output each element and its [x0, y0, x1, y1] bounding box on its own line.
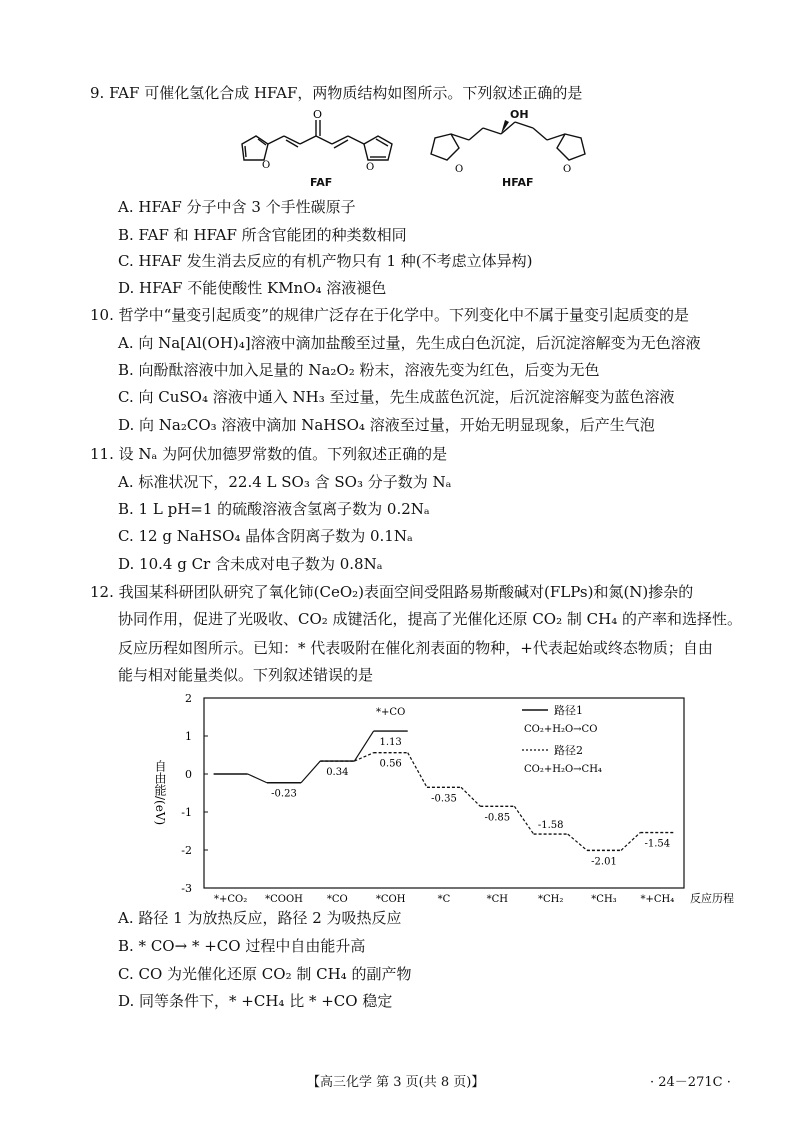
legend: [522, 704, 602, 775]
data-value-label: -1.58: [537, 820, 564, 832]
page-footer: 【高三化学 第 3 页(共 8 页)】: [307, 1075, 485, 1090]
q10-option-a: A. 向 Na[Al(OH)₄]溶液中滴加盐酸至过量，先生成白色沉淀，后沉淀溶解变为无色溶液: [118, 334, 701, 352]
svg-text:O: O: [366, 162, 375, 173]
faf-label: FAF: [310, 176, 333, 189]
y-tick-label: 2: [185, 692, 192, 705]
energy-connector: [568, 834, 587, 850]
q10-option-b: B. 向酚酞溶液中加入足量的 Na₂O₂ 粉末，溶液先变为红色，后变为无色: [118, 361, 600, 379]
legend-series-1-name: 路径1: [554, 704, 583, 717]
legend-series-2-name: 路径2: [554, 744, 583, 757]
y-tick-label: 1: [185, 730, 192, 743]
data-value-label: -0.85: [484, 812, 511, 824]
x-tick-label: *CH₂: [537, 894, 564, 905]
x-tick-label: *C: [437, 894, 451, 905]
q12-stem-line-3: 反应历程如图所示。已知：* 代表吸附在催化剂表面的物种，+代表起始或终态物质；自由: [118, 639, 713, 657]
svg-text:O: O: [563, 164, 572, 175]
hfaf-oh-label: OH: [510, 108, 529, 121]
q10-option-d: D. 向 Na₂CO₃ 溶液中滴加 NaHSO₄ 溶液至过量，开始无明显现象，后产生气泡: [118, 416, 655, 434]
energy-connector: [408, 753, 427, 788]
product-co-label: *+CO: [376, 707, 406, 719]
q9-stem: 9. FAF 可催化氢化合成 HFAF，两物质结构如图所示。下列叙述正确的是: [90, 84, 583, 102]
free-energy-chart: [150, 688, 734, 908]
hfaf-label: HFAF: [502, 176, 534, 189]
energy-connector: [301, 761, 320, 783]
energy-connector: [621, 833, 640, 851]
q11-option-b: B. 1 L pH=1 的硫酸溶液含氢离子数为 0.2Nₐ: [118, 500, 430, 518]
data-value-label: 0.56: [379, 758, 402, 770]
legend-series-2-reaction: CO₂+H₂O→CH₄: [524, 764, 602, 775]
y-tick-label: -1: [181, 806, 192, 819]
faf-structure: [232, 108, 412, 178]
x-tick-label: *+CH₄: [640, 894, 675, 905]
x-tick-label: *CH₃: [591, 894, 617, 905]
y-tick-label: -2: [181, 844, 192, 857]
data-value-label: 0.34: [326, 767, 349, 779]
y-tick-label: 0: [185, 768, 192, 781]
q11-option-d: D. 10.4 g Cr 含未成对电子数为 0.8Nₐ: [118, 555, 383, 573]
x-tick-label: *COH: [375, 894, 406, 905]
data-value-label: -2.01: [591, 856, 617, 868]
q10-option-c: C. 向 CuSO₄ 溶液中通入 NH₃ 至过量，先生成蓝色沉淀，后沉淀溶解变为蓝色溶液: [118, 388, 675, 406]
energy-connector: [514, 806, 533, 834]
x-tick-label: *COOH: [265, 894, 303, 905]
svg-text:O: O: [313, 108, 323, 121]
q9-option-a: A. HFAF 分子中含 3 个手性碳原子: [118, 198, 356, 216]
data-value-label: -1.54: [644, 838, 671, 850]
data-value-label: -0.35: [431, 793, 457, 805]
q9-option-c: C. HFAF 发生消去反应的有机产物只有 1 种(不考虑立体异构): [118, 252, 533, 270]
q10-stem: 10. 哲学中“量变引起质变”的规律广泛存在于化学中。下列变化中不属于量变引起质变的是: [90, 306, 689, 324]
q11-stem: 11. 设 Nₐ 为阿伏加德罗常数的值。下列叙述正确的是: [90, 445, 448, 463]
energy-connector: [461, 787, 480, 806]
q12-stem-line-2: 协同作用，促进了光吸收、CO₂ 成键活化，提高了光催化还原 CO₂ 制 CH₄ 的产率和选择性。: [118, 610, 742, 628]
paper-code: · 24－271C ·: [650, 1075, 731, 1090]
q12-option-a: A. 路径 1 为放热反应，路径 2 为吸热反应: [118, 909, 402, 927]
q11-option-c: C. 12 g NaHSO₄ 晶体含阴离子数为 0.1Nₐ: [118, 527, 413, 545]
x-axis-label: 反应历程: [690, 892, 734, 905]
energy-connector: [248, 774, 267, 783]
x-tick-label: *+CO₂: [214, 894, 248, 905]
svg-text:O: O: [455, 164, 464, 175]
x-tick-label: *CO: [326, 894, 348, 905]
y-tick-label: -3: [181, 882, 192, 895]
q9-option-d: D. HFAF 不能使酸性 KMnO₄ 溶液褪色: [118, 279, 387, 297]
q12-option-d: D. 同等条件下，* +CH₄ 比 * +CO 稳定: [118, 992, 393, 1010]
x-tick-label: *CH: [486, 894, 509, 905]
q11-option-a: A. 标准状况下，22.4 L SO₃ 含 SO₃ 分子数为 Nₐ: [118, 473, 452, 491]
data-value-label: 1.13: [379, 737, 402, 749]
y-axis-label: 自由能/(eV): [153, 760, 167, 826]
svg-text:O: O: [262, 160, 271, 171]
q12-option-c: C. CO 为光催化还原 CO₂ 制 CH₄ 的副产物: [118, 965, 412, 983]
q12-option-b: B. * CO→ * +CO 过程中自由能升高: [118, 937, 366, 955]
legend-series-1-reaction: CO₂+H₂O→CO: [524, 724, 598, 735]
data-value-label: -0.23: [271, 788, 297, 800]
q12-stem-line-1: 12. 我国某科研团队研究了氧化铈(CeO₂)表面空间受阻路易斯酸碱对(FLPs)和氮(N)掺杂的: [90, 583, 694, 601]
q12-stem-line-4: 能与相对能量类似。下列叙述错误的是: [118, 666, 374, 684]
q9-option-b: B. FAF 和 HFAF 所含官能团的种类数相同: [118, 226, 407, 244]
